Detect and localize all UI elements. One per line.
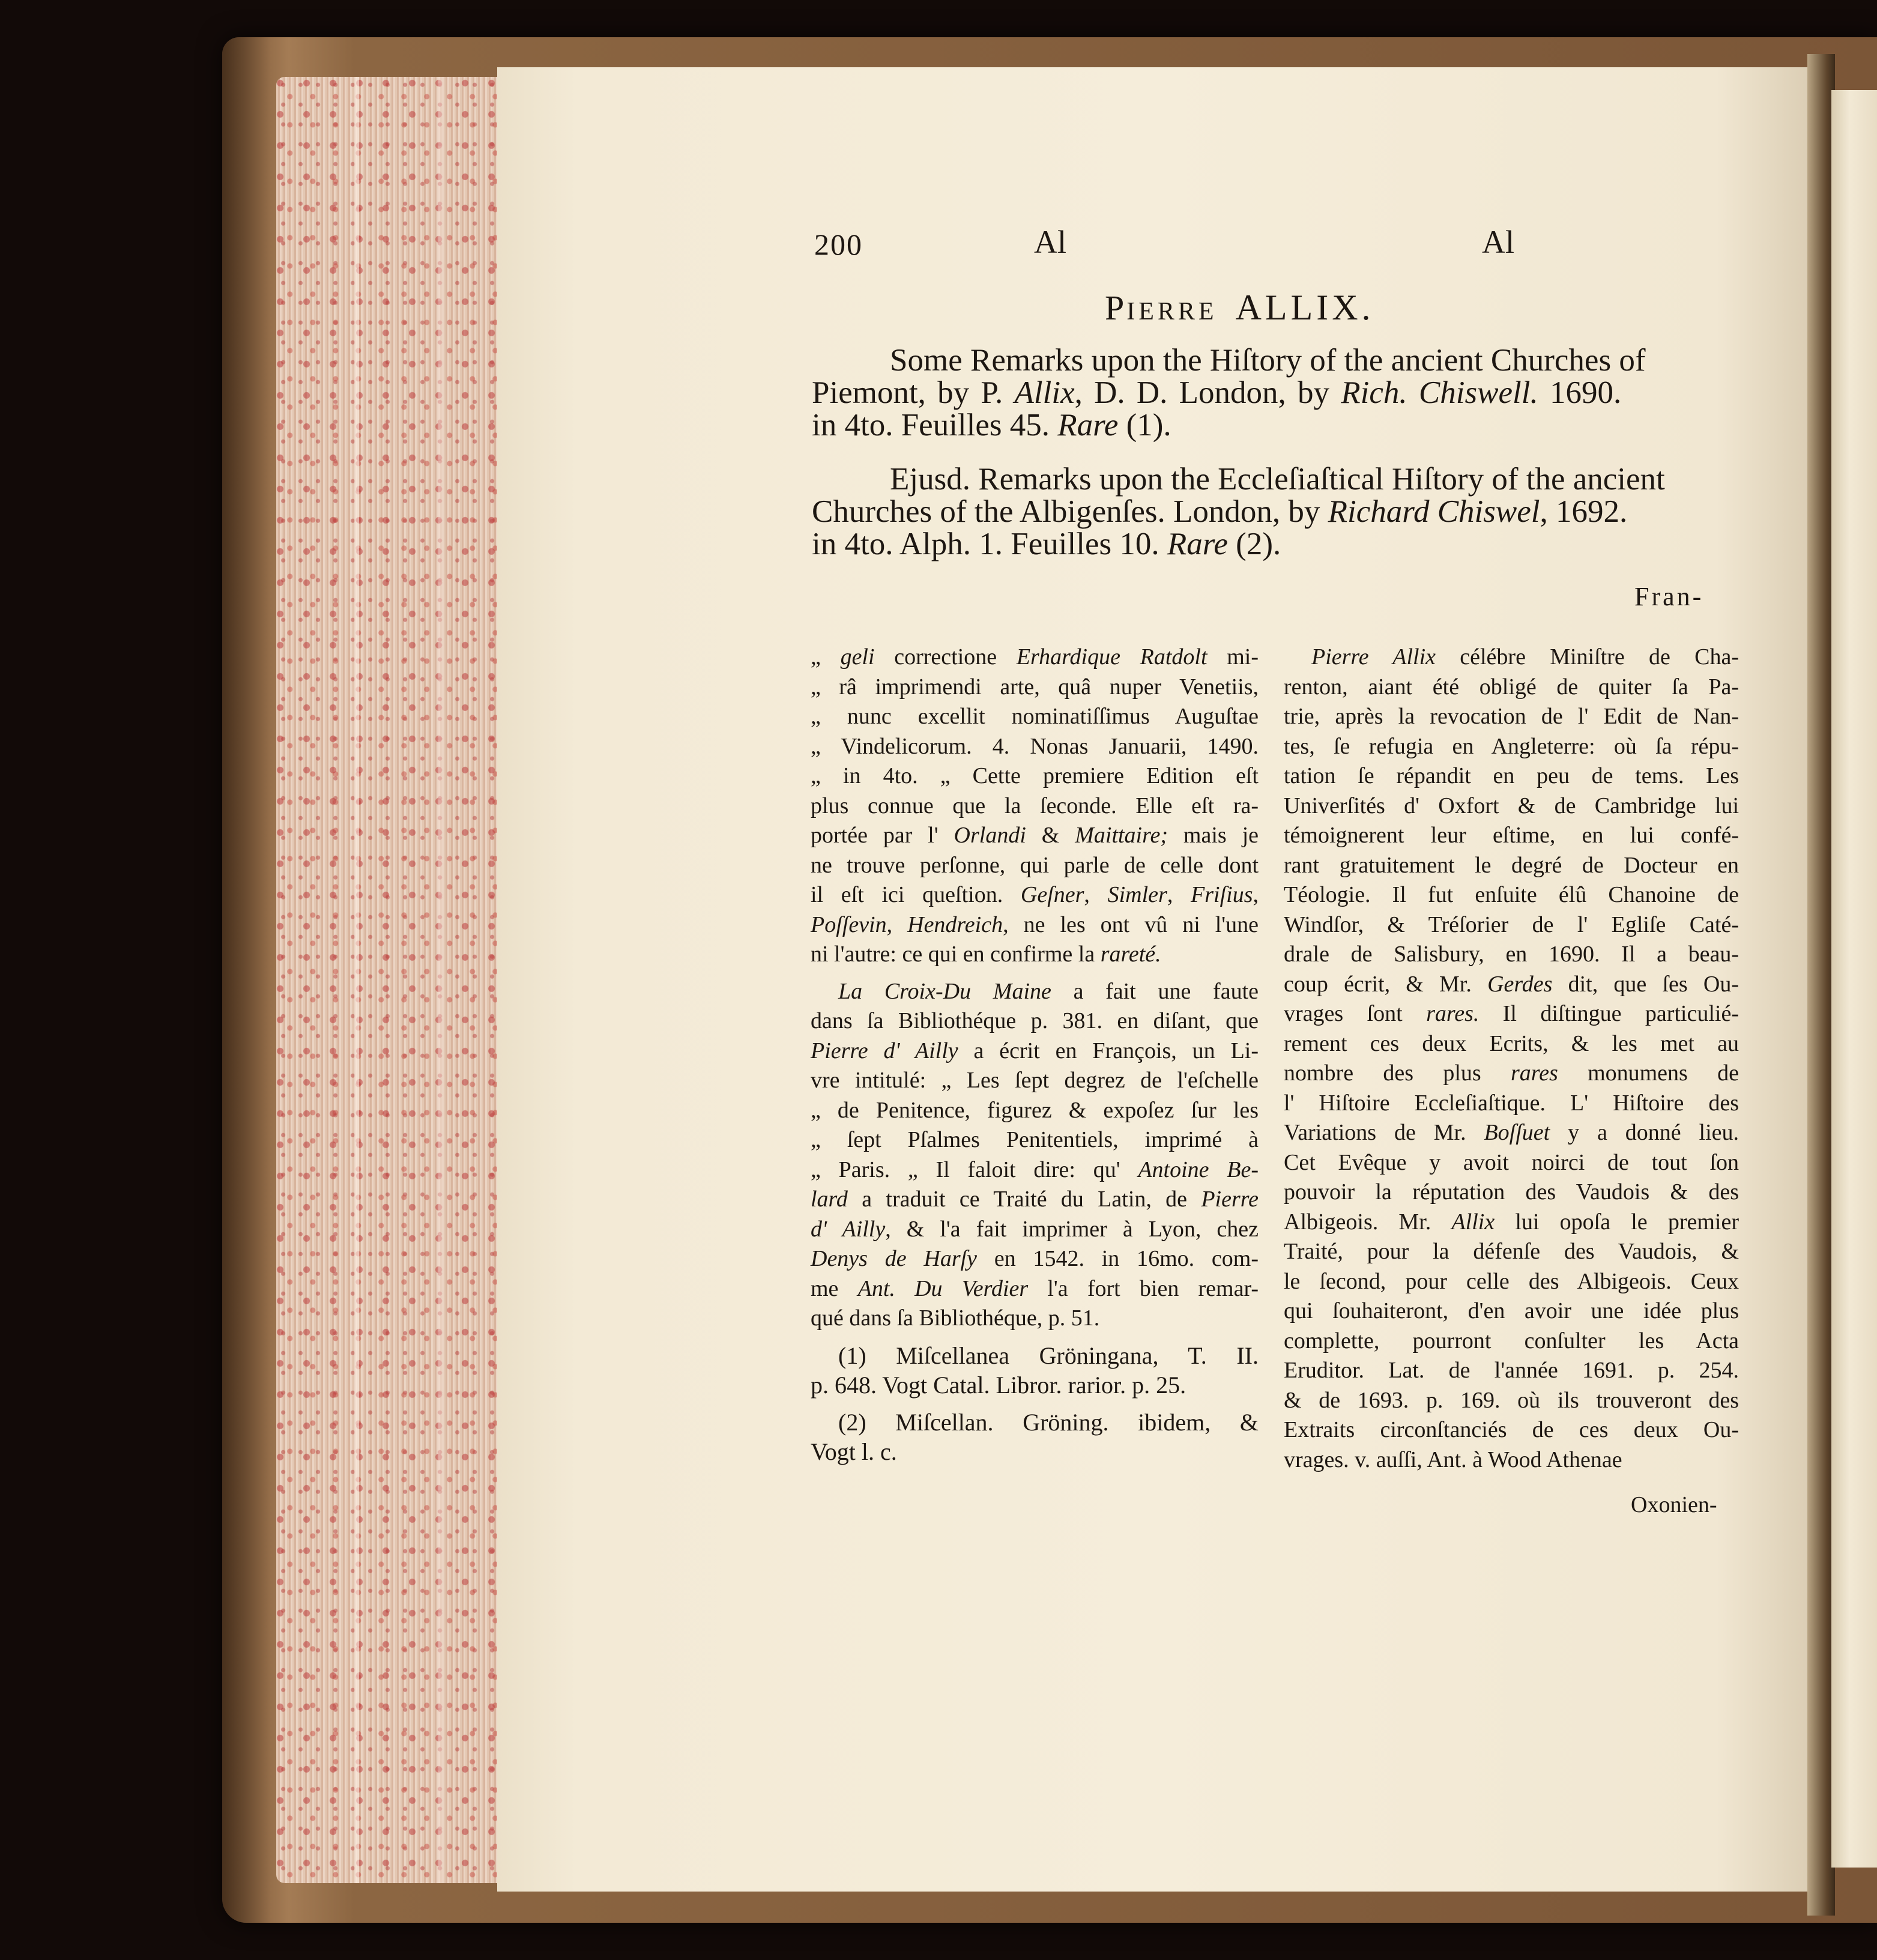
text-line: coup écrit, & Mr. Gerdes dit, que ſes Ou- — [1284, 971, 1739, 997]
text-line: drale de Salisbury, en 1690. Il a beau- — [1284, 942, 1739, 967]
author-given-name: PIERRE — [1105, 288, 1218, 327]
text-line: „ râ imprimendi arte, quâ nuper Venetiis, — [811, 674, 1259, 700]
entry-1-title-line: Some Remarks upon the Hiſtory of the ancient Churches of — [890, 343, 1646, 378]
text-line: il eſt ici queſtion. Geſner, Simler, Friſius, — [811, 882, 1259, 907]
text-line: l' Hiſtoire Eccleſiaſtique. L' Hiſtoire des — [1284, 1090, 1739, 1116]
left-column — [811, 643, 1259, 1467]
text-line: Cet Evêque y avoit noirci de tout ſon — [1284, 1149, 1739, 1175]
text-line: d' Ailly, & l'a fait imprimer à Lyon, chez — [811, 1216, 1259, 1242]
footnote-line: Vogt l. c. — [811, 1438, 897, 1465]
text-line: renton, aiant été obligé de quiter ſa Pa- — [1284, 674, 1739, 700]
entry-1-imprint-line: Piemont, by P. Allix, D. D. London, by Rich. Chiswell. 1690. — [812, 375, 1622, 410]
text-line: vrages. v. auſſi, Ant. à Wood Athenae — [1284, 1447, 1622, 1472]
running-head-left: Al — [1034, 224, 1066, 260]
text-line: tation ſe répandit en peu de tems. Les — [1284, 763, 1739, 788]
text-line: portée par l' Orlandi & Maittaire; mais je — [811, 823, 1259, 848]
running-head-right: Al — [1482, 224, 1514, 260]
text-line: Pierre Allix célébre Miniſtre de Cha- — [1311, 644, 1739, 670]
text-line: Denys de Harſy en 1542. in 16mo. com- — [811, 1246, 1259, 1271]
page-edge-highlight — [438, 77, 442, 1883]
catchword-column: Oxonien- — [1631, 1492, 1717, 1517]
text-line: ne trouve perſonne, qui parle de celle dont — [811, 852, 1259, 878]
text-line: „ ſept Pſalmes Penitentiels, imprimé à — [811, 1127, 1259, 1152]
entry-2-title-line: Ejusd. Remarks upon the Eccleſiaſtical Hiſtory of the ancient — [890, 462, 1665, 497]
text-line: Eruditor. Lat. de l'année 1691. p. 254. — [1284, 1358, 1739, 1383]
page-number: 200 — [814, 228, 863, 261]
text-line: lard a traduit ce Traité du Latin, de Pierre — [811, 1187, 1259, 1212]
text-line: Pierre d' Ailly a écrit en François, un Li- — [811, 1038, 1259, 1063]
entry-2-format-line: in 4to. Alph. 1. Feuilles 10. Rare (2). — [812, 527, 1281, 561]
left-column-paragraph-2 — [811, 977, 1259, 1334]
right-column — [1284, 643, 1739, 1475]
text-line: rement ces deux Ecrits, & les met au — [1284, 1030, 1739, 1056]
text-line: Extraits circonſtanciés de ces deux Ou- — [1284, 1417, 1739, 1442]
footnote-line: (2) Miſcellan. Gröning. ibidem, & — [838, 1408, 1259, 1436]
text-line: Albigeois. Mr. Allix lui opoſa le premier — [1284, 1209, 1739, 1235]
text-line: Poſſevin, Hendreich, ne les ont vû ni l'une — [811, 912, 1259, 937]
text-line: ni l'autre: ce qui en confirme la rareté. — [811, 942, 1161, 967]
entry-1-format-line: in 4to. Feuilles 45. Rare (1). — [812, 408, 1171, 443]
text-line: qué dans ſa Bibliothéque, p. 51. — [811, 1305, 1100, 1331]
text-line: rant gratuitement le degré de Docteur en — [1284, 852, 1739, 878]
text-line: Téologie. Il fut enſuite élû Chanoine de — [1284, 882, 1739, 907]
text-line: „ Paris. „ Il faloit dire: qu' Antoine Be- — [811, 1157, 1259, 1182]
text-line: Univerſités d' Oxfort & de Cambridge lui — [1284, 793, 1739, 818]
text-line: pouvoir la réputation des Vaudois & des — [1284, 1179, 1739, 1205]
footnote-2 — [811, 1408, 1259, 1467]
text-line: complette, pourront conſulter les Acta — [1284, 1328, 1739, 1354]
facing-page-edge — [1831, 90, 1877, 1868]
text-line: „ in 4to. „ Cette premiere Edition eſt — [811, 763, 1259, 788]
text-line: tes, ſe refugia en Angleterre: où ſa répu- — [1284, 733, 1739, 759]
text-line: dans ſa Bibliothéque p. 381. en diſant, que — [811, 1008, 1259, 1033]
author-heading — [1105, 287, 1374, 328]
text-line: trie, après la revocation de l' Edit de Nan- — [1284, 704, 1739, 729]
text-line: me Ant. Du Verdier l'a fort bien remar- — [811, 1275, 1259, 1301]
footnote-line: p. 648. Vogt Catal. Libror. rarior. p. 25. — [811, 1372, 1186, 1399]
left-column-paragraph-1 — [811, 643, 1259, 970]
text-line: La Croix-Du Maine a fait une faute — [838, 978, 1259, 1004]
text-line: le ſecond, pour celle des Albigeois. Ceux — [1284, 1268, 1739, 1294]
cover-shadow — [222, 37, 270, 1923]
right-column-paragraph — [1284, 643, 1739, 1475]
text-line: Variations de Mr. Boſſuet y a donné lieu. — [1284, 1120, 1739, 1145]
text-line: & de 1693. p. 169. où ils trouveront des — [1284, 1387, 1739, 1413]
text-line: „ nunc excellit nominatiſſimus Auguſtae — [811, 704, 1259, 729]
speckled-page-edges — [276, 77, 500, 1883]
footnote-line: (1) Miſcellanea Gröningana, T. II. — [838, 1341, 1259, 1369]
text-line: vre intitulé: „ Les ſept degrez de l'eſchelle — [811, 1068, 1259, 1093]
text-line: qui ſouhaiteront, d'en avoir une idée plus — [1284, 1298, 1739, 1323]
text-line: „ Vindelicorum. 4. Nonas Januarii, 1490. — [811, 733, 1259, 759]
footnote-1 — [811, 1341, 1259, 1400]
author-surname: ALLIX. — [1235, 288, 1374, 327]
text-line: vrages ſont rares. Il diſtingue particulié- — [1284, 1001, 1739, 1026]
catchword: Fran- — [1634, 582, 1704, 611]
text-line: Traité, pour la défenſe des Vaudois, & — [1284, 1239, 1739, 1264]
text-line: „ geli correctione Erhardique Ratdolt mi- — [811, 644, 1259, 670]
text-line: témoignerent leur eſtime, en lui confé- — [1284, 823, 1739, 848]
entry-2-imprint-line: Churches of the Albigenſes. London, by Richard Chiswel, 1692. — [812, 494, 1628, 529]
text-line: nombre des plus rares monumens de — [1284, 1060, 1739, 1086]
page-edge-highlight — [354, 77, 359, 1883]
text-line: plus connue que la ſeconde. Elle eſt ra- — [811, 793, 1259, 818]
text-line: Windſor, & Tréſorier de l' Egliſe Caté- — [1284, 912, 1739, 937]
text-line: „ de Penitence, figurez & expoſez ſur les — [811, 1097, 1259, 1123]
